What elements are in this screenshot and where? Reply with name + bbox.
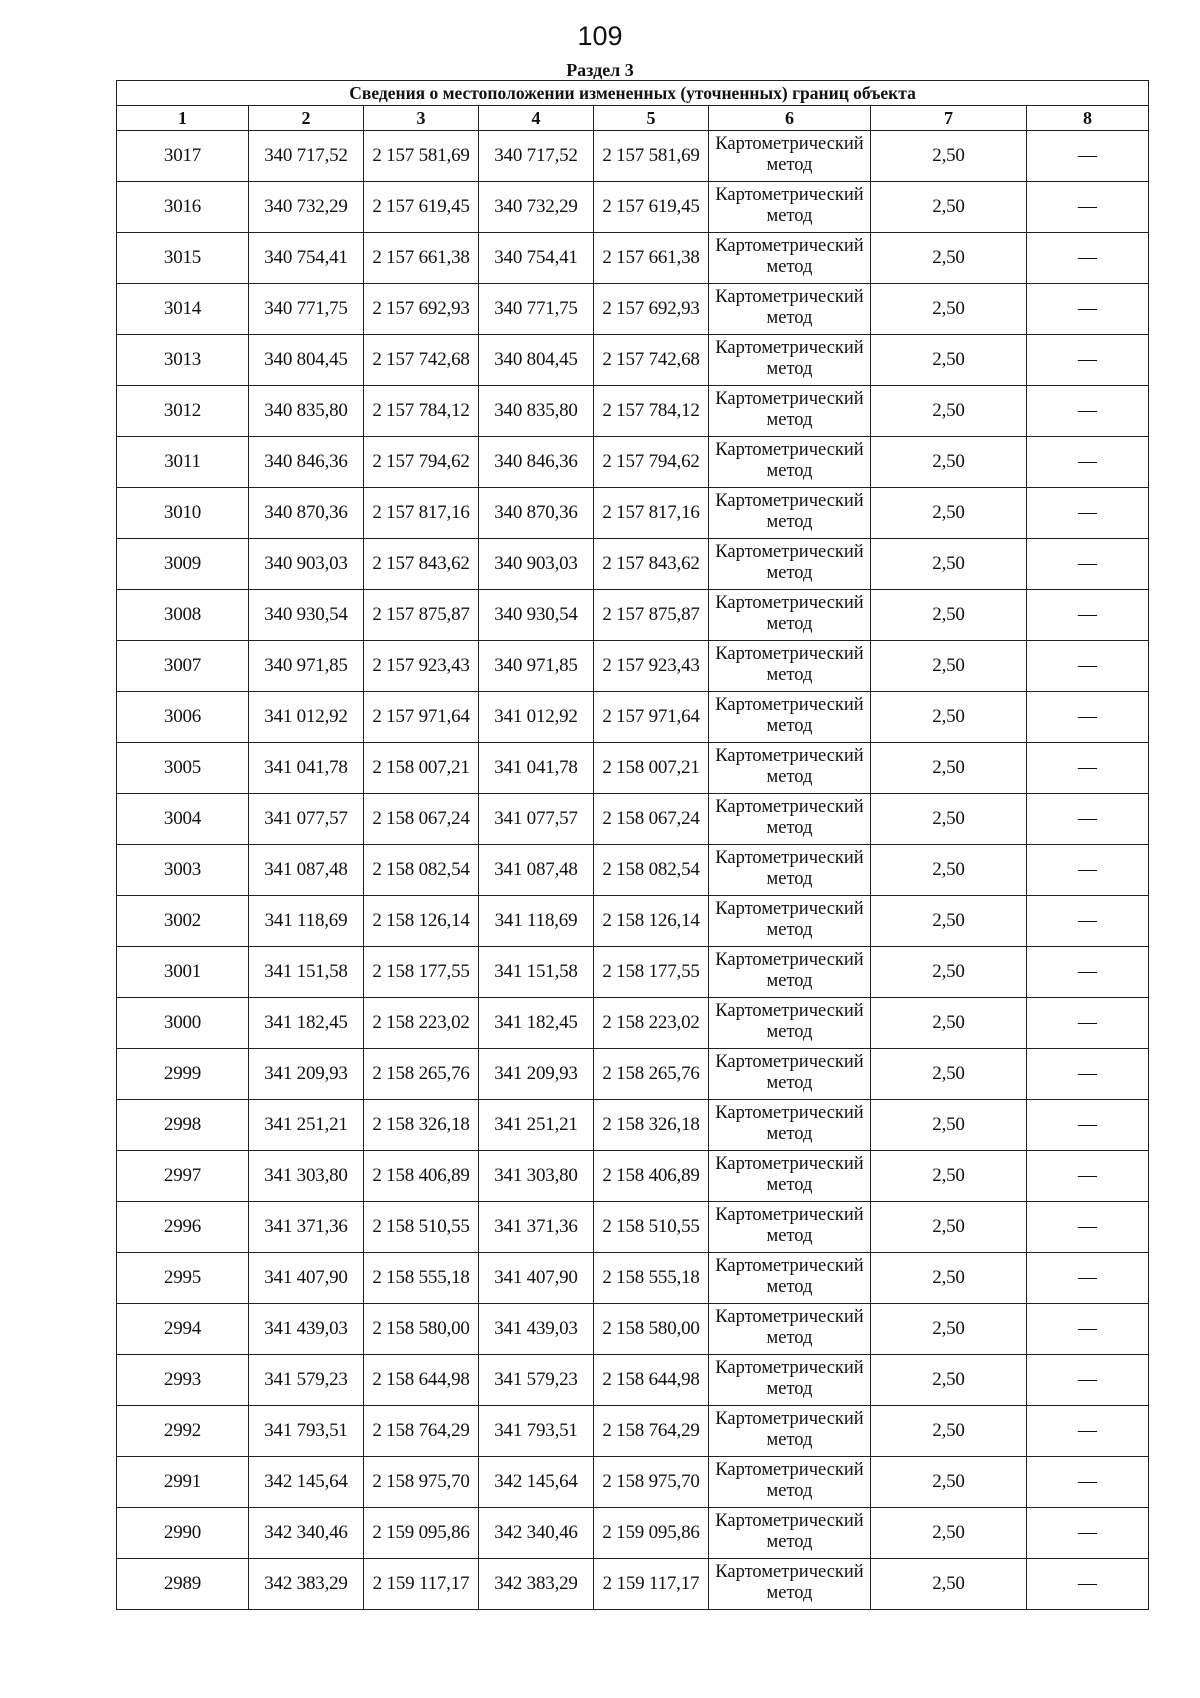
table-row <box>117 1508 1149 1559</box>
y-coordinate-cell: 2 158 007,21 <box>594 743 709 794</box>
x-coordinate-cell: 341 303,80 <box>249 1151 364 1202</box>
table-row <box>117 794 1149 845</box>
y-coordinate-cell: 2 157 794,62 <box>364 437 479 488</box>
description-cell: — <box>1027 182 1149 233</box>
table-row <box>117 539 1149 590</box>
description-cell: — <box>1027 386 1149 437</box>
table-row <box>117 947 1149 998</box>
column-number-header: 5 <box>594 106 709 131</box>
table-row <box>117 692 1149 743</box>
description-cell: — <box>1027 1100 1149 1151</box>
description-cell: — <box>1027 692 1149 743</box>
y-coordinate-cell: 2 157 619,45 <box>364 182 479 233</box>
point-number-cell: 3006 <box>117 692 249 743</box>
x-coordinate-cell: 340 754,41 <box>479 233 594 284</box>
y-coordinate-cell: 2 158 510,55 <box>594 1202 709 1253</box>
accuracy-cell: 2,50 <box>871 1406 1027 1457</box>
y-coordinate-cell: 2 157 692,93 <box>364 284 479 335</box>
y-coordinate-cell: 2 158 223,02 <box>364 998 479 1049</box>
point-number-cell: 3016 <box>117 182 249 233</box>
point-number-cell: 2990 <box>117 1508 249 1559</box>
x-coordinate-cell: 340 930,54 <box>479 590 594 641</box>
accuracy-cell: 2,50 <box>871 386 1027 437</box>
table-row <box>117 233 1149 284</box>
table-row <box>117 998 1149 1049</box>
x-coordinate-cell: 340 971,85 <box>479 641 594 692</box>
x-coordinate-cell: 340 930,54 <box>249 590 364 641</box>
point-number-cell: 3017 <box>117 131 249 182</box>
description-cell: — <box>1027 1151 1149 1202</box>
description-cell: — <box>1027 1457 1149 1508</box>
method-cell: Картометрический метод <box>709 1100 871 1151</box>
y-coordinate-cell: 2 157 794,62 <box>594 437 709 488</box>
description-cell: — <box>1027 539 1149 590</box>
y-coordinate-cell: 2 158 326,18 <box>364 1100 479 1151</box>
y-coordinate-cell: 2 158 082,54 <box>594 845 709 896</box>
x-coordinate-cell: 341 209,93 <box>249 1049 364 1100</box>
method-cell: Картометрический метод <box>709 1151 871 1202</box>
accuracy-cell: 2,50 <box>871 539 1027 590</box>
column-number-header: 3 <box>364 106 479 131</box>
x-coordinate-cell: 340 971,85 <box>249 641 364 692</box>
y-coordinate-cell: 2 157 784,12 <box>594 386 709 437</box>
point-number-cell: 3000 <box>117 998 249 1049</box>
x-coordinate-cell: 341 303,80 <box>479 1151 594 1202</box>
x-coordinate-cell: 341 407,90 <box>479 1253 594 1304</box>
method-cell: Картометрический метод <box>709 1202 871 1253</box>
table-row <box>117 1202 1149 1253</box>
x-coordinate-cell: 340 732,29 <box>479 182 594 233</box>
x-coordinate-cell: 341 182,45 <box>249 998 364 1049</box>
y-coordinate-cell: 2 157 581,69 <box>594 131 709 182</box>
column-number-row <box>117 106 1149 131</box>
description-cell: — <box>1027 845 1149 896</box>
x-coordinate-cell: 340 771,75 <box>249 284 364 335</box>
accuracy-cell: 2,50 <box>871 437 1027 488</box>
accuracy-cell: 2,50 <box>871 131 1027 182</box>
point-number-cell: 3005 <box>117 743 249 794</box>
point-number-cell: 3015 <box>117 233 249 284</box>
accuracy-cell: 2,50 <box>871 641 1027 692</box>
description-cell: — <box>1027 1049 1149 1100</box>
method-cell: Картометрический метод <box>709 743 871 794</box>
y-coordinate-cell: 2 157 875,87 <box>594 590 709 641</box>
y-coordinate-cell: 2 158 223,02 <box>594 998 709 1049</box>
accuracy-cell: 2,50 <box>871 284 1027 335</box>
description-cell: — <box>1027 896 1149 947</box>
accuracy-cell: 2,50 <box>871 1559 1027 1610</box>
point-number-cell: 3001 <box>117 947 249 998</box>
y-coordinate-cell: 2 157 875,87 <box>364 590 479 641</box>
method-cell: Картометрический метод <box>709 1049 871 1100</box>
x-coordinate-cell: 341 087,48 <box>249 845 364 896</box>
table-row <box>117 335 1149 386</box>
accuracy-cell: 2,50 <box>871 335 1027 386</box>
method-cell: Картометрический метод <box>709 794 871 845</box>
y-coordinate-cell: 2 158 975,70 <box>594 1457 709 1508</box>
y-coordinate-cell: 2 158 555,18 <box>594 1253 709 1304</box>
x-coordinate-cell: 341 151,58 <box>249 947 364 998</box>
table-row <box>117 1355 1149 1406</box>
x-coordinate-cell: 341 041,78 <box>249 743 364 794</box>
y-coordinate-cell: 2 158 265,76 <box>364 1049 479 1100</box>
table-row <box>117 131 1149 182</box>
column-number-header: 4 <box>479 106 594 131</box>
y-coordinate-cell: 2 158 082,54 <box>364 845 479 896</box>
y-coordinate-cell: 2 158 644,98 <box>594 1355 709 1406</box>
accuracy-cell: 2,50 <box>871 1457 1027 1508</box>
description-cell: — <box>1027 488 1149 539</box>
table-row <box>117 1253 1149 1304</box>
accuracy-cell: 2,50 <box>871 590 1027 641</box>
y-coordinate-cell: 2 157 661,38 <box>594 233 709 284</box>
y-coordinate-cell: 2 158 764,29 <box>364 1406 479 1457</box>
x-coordinate-cell: 341 087,48 <box>479 845 594 896</box>
x-coordinate-cell: 340 835,80 <box>249 386 364 437</box>
x-coordinate-cell: 340 754,41 <box>249 233 364 284</box>
description-cell: — <box>1027 641 1149 692</box>
description-cell: — <box>1027 1559 1149 1610</box>
x-coordinate-cell: 342 383,29 <box>479 1559 594 1610</box>
point-number-cell: 2995 <box>117 1253 249 1304</box>
x-coordinate-cell: 341 251,21 <box>479 1100 594 1151</box>
point-number-cell: 3014 <box>117 284 249 335</box>
method-cell: Картометрический метод <box>709 998 871 1049</box>
x-coordinate-cell: 341 793,51 <box>479 1406 594 1457</box>
y-coordinate-cell: 2 157 742,68 <box>594 335 709 386</box>
method-cell: Картометрический метод <box>709 539 871 590</box>
method-cell: Картометрический метод <box>709 1253 871 1304</box>
y-coordinate-cell: 2 158 067,24 <box>364 794 479 845</box>
description-cell: — <box>1027 1508 1149 1559</box>
x-coordinate-cell: 340 903,03 <box>249 539 364 590</box>
table-row <box>117 182 1149 233</box>
description-cell: — <box>1027 590 1149 641</box>
point-number-cell: 2998 <box>117 1100 249 1151</box>
x-coordinate-cell: 340 846,36 <box>249 437 364 488</box>
x-coordinate-cell: 340 717,52 <box>479 131 594 182</box>
y-coordinate-cell: 2 158 326,18 <box>594 1100 709 1151</box>
method-cell: Картометрический метод <box>709 131 871 182</box>
description-cell: — <box>1027 1253 1149 1304</box>
table-row <box>117 488 1149 539</box>
method-cell: Картометрический метод <box>709 437 871 488</box>
x-coordinate-cell: 340 717,52 <box>249 131 364 182</box>
y-coordinate-cell: 2 157 971,64 <box>594 692 709 743</box>
y-coordinate-cell: 2 157 817,16 <box>594 488 709 539</box>
table-row <box>117 845 1149 896</box>
column-number-header: 8 <box>1027 106 1149 131</box>
point-number-cell: 2997 <box>117 1151 249 1202</box>
accuracy-cell: 2,50 <box>871 743 1027 794</box>
x-coordinate-cell: 341 439,03 <box>479 1304 594 1355</box>
accuracy-cell: 2,50 <box>871 182 1027 233</box>
method-cell: Картометрический метод <box>709 335 871 386</box>
method-cell: Картометрический метод <box>709 641 871 692</box>
y-coordinate-cell: 2 157 923,43 <box>364 641 479 692</box>
accuracy-cell: 2,50 <box>871 845 1027 896</box>
accuracy-cell: 2,50 <box>871 1049 1027 1100</box>
y-coordinate-cell: 2 158 177,55 <box>594 947 709 998</box>
y-coordinate-cell: 2 157 742,68 <box>364 335 479 386</box>
section-title: Раздел 3 <box>566 60 634 80</box>
x-coordinate-cell: 341 371,36 <box>479 1202 594 1253</box>
x-coordinate-cell: 341 182,45 <box>479 998 594 1049</box>
method-cell: Картометрический метод <box>709 386 871 437</box>
table-body <box>117 131 1149 1610</box>
x-coordinate-cell: 341 251,21 <box>249 1100 364 1151</box>
y-coordinate-cell: 2 158 580,00 <box>364 1304 479 1355</box>
method-cell: Картометрический метод <box>709 896 871 947</box>
point-number-cell: 2996 <box>117 1202 249 1253</box>
x-coordinate-cell: 341 439,03 <box>249 1304 364 1355</box>
point-number-cell: 3012 <box>117 386 249 437</box>
y-coordinate-cell: 2 159 117,17 <box>594 1559 709 1610</box>
table-row <box>117 1304 1149 1355</box>
y-coordinate-cell: 2 157 692,93 <box>594 284 709 335</box>
y-coordinate-cell: 2 157 817,16 <box>364 488 479 539</box>
description-cell: — <box>1027 1304 1149 1355</box>
y-coordinate-cell: 2 158 644,98 <box>364 1355 479 1406</box>
table-row <box>117 743 1149 794</box>
y-coordinate-cell: 2 157 843,62 <box>594 539 709 590</box>
description-cell: — <box>1027 1406 1149 1457</box>
y-coordinate-cell: 2 159 095,86 <box>594 1508 709 1559</box>
x-coordinate-cell: 340 846,36 <box>479 437 594 488</box>
description-cell: — <box>1027 947 1149 998</box>
table-row <box>117 896 1149 947</box>
x-coordinate-cell: 340 804,45 <box>249 335 364 386</box>
method-cell: Картометрический метод <box>709 1559 871 1610</box>
method-cell: Картометрический метод <box>709 845 871 896</box>
y-coordinate-cell: 2 158 126,14 <box>594 896 709 947</box>
description-cell: — <box>1027 998 1149 1049</box>
y-coordinate-cell: 2 158 177,55 <box>364 947 479 998</box>
x-coordinate-cell: 341 118,69 <box>479 896 594 947</box>
method-cell: Картометрический метод <box>709 947 871 998</box>
x-coordinate-cell: 341 118,69 <box>249 896 364 947</box>
x-coordinate-cell: 342 145,64 <box>249 1457 364 1508</box>
x-coordinate-cell: 340 870,36 <box>479 488 594 539</box>
accuracy-cell: 2,50 <box>871 692 1027 743</box>
table-row <box>117 1406 1149 1457</box>
y-coordinate-cell: 2 157 661,38 <box>364 233 479 284</box>
x-coordinate-cell: 340 771,75 <box>479 284 594 335</box>
point-number-cell: 2994 <box>117 1304 249 1355</box>
table-row <box>117 1151 1149 1202</box>
x-coordinate-cell: 342 145,64 <box>479 1457 594 1508</box>
table-row <box>117 1100 1149 1151</box>
method-cell: Картометрический метод <box>709 1355 871 1406</box>
x-coordinate-cell: 341 041,78 <box>479 743 594 794</box>
point-number-cell: 3010 <box>117 488 249 539</box>
y-coordinate-cell: 2 157 581,69 <box>364 131 479 182</box>
accuracy-cell: 2,50 <box>871 1202 1027 1253</box>
point-number-cell: 2999 <box>117 1049 249 1100</box>
accuracy-cell: 2,50 <box>871 1253 1027 1304</box>
description-cell: — <box>1027 1355 1149 1406</box>
x-coordinate-cell: 341 407,90 <box>249 1253 364 1304</box>
method-cell: Картометрический метод <box>709 590 871 641</box>
table-row <box>117 284 1149 335</box>
description-cell: — <box>1027 743 1149 794</box>
y-coordinate-cell: 2 158 406,89 <box>594 1151 709 1202</box>
y-coordinate-cell: 2 158 580,00 <box>594 1304 709 1355</box>
point-number-cell: 3011 <box>117 437 249 488</box>
x-coordinate-cell: 340 835,80 <box>479 386 594 437</box>
description-cell: — <box>1027 1202 1149 1253</box>
x-coordinate-cell: 341 579,23 <box>249 1355 364 1406</box>
method-cell: Картометрический метод <box>709 692 871 743</box>
point-number-cell: 2989 <box>117 1559 249 1610</box>
table-caption: Сведения о местоположении измененных (уточненных) границ объекта <box>117 81 1149 106</box>
y-coordinate-cell: 2 158 406,89 <box>364 1151 479 1202</box>
accuracy-cell: 2,50 <box>871 1100 1027 1151</box>
column-number-header: 1 <box>117 106 249 131</box>
x-coordinate-cell: 340 870,36 <box>249 488 364 539</box>
table-row <box>117 437 1149 488</box>
accuracy-cell: 2,50 <box>871 1304 1027 1355</box>
y-coordinate-cell: 2 157 923,43 <box>594 641 709 692</box>
x-coordinate-cell: 341 012,92 <box>249 692 364 743</box>
method-cell: Картометрический метод <box>709 182 871 233</box>
y-coordinate-cell: 2 159 095,86 <box>364 1508 479 1559</box>
accuracy-cell: 2,50 <box>871 1508 1027 1559</box>
point-number-cell: 2991 <box>117 1457 249 1508</box>
y-coordinate-cell: 2 157 619,45 <box>594 182 709 233</box>
x-coordinate-cell: 341 077,57 <box>479 794 594 845</box>
description-cell: — <box>1027 284 1149 335</box>
x-coordinate-cell: 342 383,29 <box>249 1559 364 1610</box>
column-number-header: 2 <box>249 106 364 131</box>
column-number-header: 6 <box>709 106 871 131</box>
point-number-cell: 3002 <box>117 896 249 947</box>
y-coordinate-cell: 2 158 067,24 <box>594 794 709 845</box>
point-number-cell: 2992 <box>117 1406 249 1457</box>
accuracy-cell: 2,50 <box>871 1355 1027 1406</box>
x-coordinate-cell: 341 793,51 <box>249 1406 364 1457</box>
x-coordinate-cell: 341 077,57 <box>249 794 364 845</box>
method-cell: Картометрический метод <box>709 1304 871 1355</box>
x-coordinate-cell: 341 371,36 <box>249 1202 364 1253</box>
description-cell: — <box>1027 794 1149 845</box>
description-cell: — <box>1027 233 1149 284</box>
description-cell: — <box>1027 131 1149 182</box>
accuracy-cell: 2,50 <box>871 794 1027 845</box>
table-row <box>117 1049 1149 1100</box>
x-coordinate-cell: 340 903,03 <box>479 539 594 590</box>
y-coordinate-cell: 2 158 764,29 <box>594 1406 709 1457</box>
method-cell: Картометрический метод <box>709 1457 871 1508</box>
point-number-cell: 3007 <box>117 641 249 692</box>
x-coordinate-cell: 341 151,58 <box>479 947 594 998</box>
table-row <box>117 1457 1149 1508</box>
description-cell: — <box>1027 437 1149 488</box>
y-coordinate-cell: 2 159 117,17 <box>364 1559 479 1610</box>
point-number-cell: 3003 <box>117 845 249 896</box>
y-coordinate-cell: 2 157 971,64 <box>364 692 479 743</box>
y-coordinate-cell: 2 157 843,62 <box>364 539 479 590</box>
accuracy-cell: 2,50 <box>871 488 1027 539</box>
y-coordinate-cell: 2 157 784,12 <box>364 386 479 437</box>
method-cell: Картометрический метод <box>709 1406 871 1457</box>
accuracy-cell: 2,50 <box>871 947 1027 998</box>
accuracy-cell: 2,50 <box>871 896 1027 947</box>
point-number-cell: 3004 <box>117 794 249 845</box>
y-coordinate-cell: 2 158 555,18 <box>364 1253 479 1304</box>
y-coordinate-cell: 2 158 265,76 <box>594 1049 709 1100</box>
page-number: 109 <box>577 21 623 51</box>
description-cell: — <box>1027 335 1149 386</box>
x-coordinate-cell: 342 340,46 <box>249 1508 364 1559</box>
method-cell: Картометрический метод <box>709 488 871 539</box>
x-coordinate-cell: 342 340,46 <box>479 1508 594 1559</box>
method-cell: Картометрический метод <box>709 233 871 284</box>
boundary-coordinates-table <box>116 80 1149 1610</box>
table-row <box>117 590 1149 641</box>
method-cell: Картометрический метод <box>709 284 871 335</box>
x-coordinate-cell: 340 804,45 <box>479 335 594 386</box>
accuracy-cell: 2,50 <box>871 998 1027 1049</box>
accuracy-cell: 2,50 <box>871 1151 1027 1202</box>
accuracy-cell: 2,50 <box>871 233 1027 284</box>
y-coordinate-cell: 2 158 510,55 <box>364 1202 479 1253</box>
y-coordinate-cell: 2 158 007,21 <box>364 743 479 794</box>
y-coordinate-cell: 2 158 975,70 <box>364 1457 479 1508</box>
point-number-cell: 3013 <box>117 335 249 386</box>
table-row <box>117 386 1149 437</box>
x-coordinate-cell: 341 579,23 <box>479 1355 594 1406</box>
point-number-cell: 3008 <box>117 590 249 641</box>
point-number-cell: 2993 <box>117 1355 249 1406</box>
method-cell: Картометрический метод <box>709 1508 871 1559</box>
x-coordinate-cell: 340 732,29 <box>249 182 364 233</box>
x-coordinate-cell: 341 209,93 <box>479 1049 594 1100</box>
column-number-header: 7 <box>871 106 1027 131</box>
y-coordinate-cell: 2 158 126,14 <box>364 896 479 947</box>
point-number-cell: 3009 <box>117 539 249 590</box>
table-row <box>117 641 1149 692</box>
x-coordinate-cell: 341 012,92 <box>479 692 594 743</box>
table-row <box>117 1559 1149 1610</box>
